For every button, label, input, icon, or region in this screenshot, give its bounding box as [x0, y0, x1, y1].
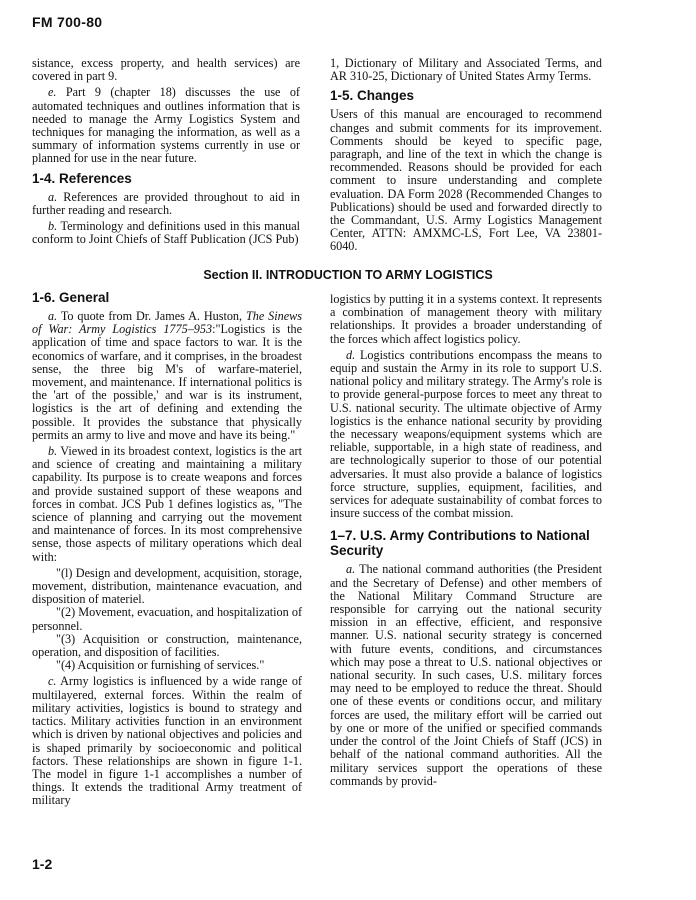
- paragraph-text: Viewed in its broadest context, logistics is the art and science of creating and maintaining a military capability. Its purpose is to create weapons and forces and provide sustained support of these weapons and forces in combat. JCS Pub 1 defines logistics as, "The science of planning and carrying out the movement and maintenance of forces. In its most comprehensive sense, those aspects of military operations which deal with:: [32, 444, 302, 564]
- paragraph-letter: b.: [48, 444, 58, 459]
- bottom-left-column: [32, 290, 302, 811]
- paragraph-text: To quote from Dr. James A. Huston,: [57, 309, 246, 323]
- quote-item-3: "(3) Acquisition or construction, maintenance, operation, and disposition of facilities.: [32, 631, 302, 660]
- paragraph-letter: a.: [346, 562, 356, 577]
- paragraph-letter: c.: [48, 674, 57, 689]
- paragraph-1-4a: [32, 191, 300, 217]
- heading-changes: 1-5. Changes: [330, 88, 415, 104]
- paragraph-text: The national command authorities (the President and the Secretary of Defense) and other members of the National Military Command Structure are responsible for carrying out the national security mission in an effective, efficient, and responsive manner. U.S. national security strategy is concerned with future events, conditions, and circumstances which may pose a threat to U.S. national objectives or national security. In such cases, U.S. military forces may need to be employed to reduce the threat. Should one of these events or conditions occur, and military forces are used, the military effort will be carried out by one or more of the unified or specified commands under the control of the Joint Chiefs of Staff (JCS) in behalf of the national command authorities. All the military services support the operations of these commands by provid-: [330, 562, 602, 788]
- section-title: Section II. INTRODUCTION TO ARMY LOGISTICS: [203, 268, 493, 282]
- page-number-footer: 1-2: [32, 856, 53, 872]
- book-title: The Sinews of War: Army Logistics 1775–953: [32, 309, 302, 337]
- paragraph-text: Part 9 (chapter 18) discusses the use of automated techniques and outlines information that is needed to manage the Army Logistics System and techniques for managing the information, as well as a summary of information systems currently in use or planned for use in the near future.: [32, 85, 300, 166]
- paragraph-text: Terminology and definitions used in this manual conform to Joint Chiefs of Staff Publication (JCS Pub): [32, 219, 300, 247]
- heading-references: 1-4. References: [32, 170, 132, 186]
- bottom-right-column: [330, 293, 602, 791]
- paragraph-text: Logistics contributions encompass the means to equip and sustain the Army in its role to support U.S. national policy and military strategy. The Army's role is to provide general-purpose forces to meet any threat to U.S. national security. The ultimate objective of Army logistics is the enhance national security by providing the necessary weapons/equipment systems which are reliable, supportable, in a high state of readiness, and are technologically superior to those of our potential adversaries. It must also provide a balance of logistics force structure, supplies, equipment, facilities, and services for adequate sustainability of combat forces to insure success of the combat mission.: [330, 347, 602, 521]
- heading-contributions: 1–7. U.S. Army Contributions to National Security: [330, 528, 590, 559]
- paragraph-letter: e.: [48, 85, 57, 100]
- paragraph-continued: 1, Dictionary of Military and Associated Terms, and AR 310-25, Dictionary of United States Army Terms.: [330, 56, 602, 84]
- paragraph-text: Army logistics is influenced by a wide range of multilayered, external forces. Within the realm of military activities, logistics is bound to strategy and tactics. Military activities function in an environment which is driven by national objectives and policies and is shaped primarily by socioeconomic and political factors. These relationships are shown in figure 1-1. The model in figure 1-1 accomplishes a number of things. It extends the traditional Army treatment of military: [32, 674, 302, 808]
- paragraph-1-6c: [32, 675, 302, 807]
- paragraph-text: References are provided throughout to aid in further reading and research.: [32, 189, 300, 217]
- paragraph-1-5: Users of this manual are encouraged to recommend changes and submit comments for its improvement. Comments should be keyed to specific page, paragraph, and line of the text in which the change is recommended. Reasons should be provided for each comment to insure understanding and complete evaluation. DA Form 2028 (Recommended Changes to Publications) should be used and forwarded directly to the Commandant, U.S. Army Logistics Management Center, ATTN: AMXMC-LS, Fort Lee, VA 23801-6040.: [330, 107, 602, 254]
- paragraph-letter: a.: [48, 309, 58, 323]
- paragraph-continued: logistics by putting it in a systems context. It represents a combination of management theory with military relationships. It provides a broader understanding of the forces which affect logistics policy.: [330, 292, 602, 346]
- paragraph-1-7a: [330, 563, 602, 787]
- top-right-column: [330, 57, 602, 257]
- paragraph-letter: a.: [48, 189, 58, 204]
- manual-id-header: FM 700-80: [32, 14, 103, 30]
- paragraph-1-4b: [32, 220, 300, 246]
- paragraph-1-6d: [330, 349, 602, 521]
- paragraph-letter: d.: [346, 347, 356, 362]
- paragraph-letter: b.: [48, 219, 58, 234]
- quote-item-2: "(2) Movement, evacuation, and hospitalization of personnel.: [32, 605, 302, 633]
- paragraph-text: :"Logistics is the application of time and space factors to war. It is the economics of warfare, and it comprises, in the broadest sense, the three big M's of warfare-materiel, movement, and maintenance. If international politics is the 'art of the possible,' and war is its instrument, logistics is the art of defining and extending the possible. It provides the substance that physically permits an army to live and move and have its being.": [32, 322, 302, 442]
- paragraph-1-6a: [32, 310, 302, 442]
- paragraph-1-3e: [32, 86, 300, 165]
- quote-item-4: "(4) Acquisition or furnishing of services.": [56, 658, 265, 673]
- paragraph-1-6b: [32, 445, 302, 564]
- paragraph-continued: sistance, excess property, and health services) are covered in part 9.: [32, 56, 300, 84]
- quote-item-1: "(l) Design and development, acquisition, storage, movement, distribution, maintenance evacuation, and disposition of materiel.: [32, 565, 302, 607]
- top-left-column: [32, 57, 300, 249]
- heading-general: 1-6. General: [32, 290, 110, 305]
